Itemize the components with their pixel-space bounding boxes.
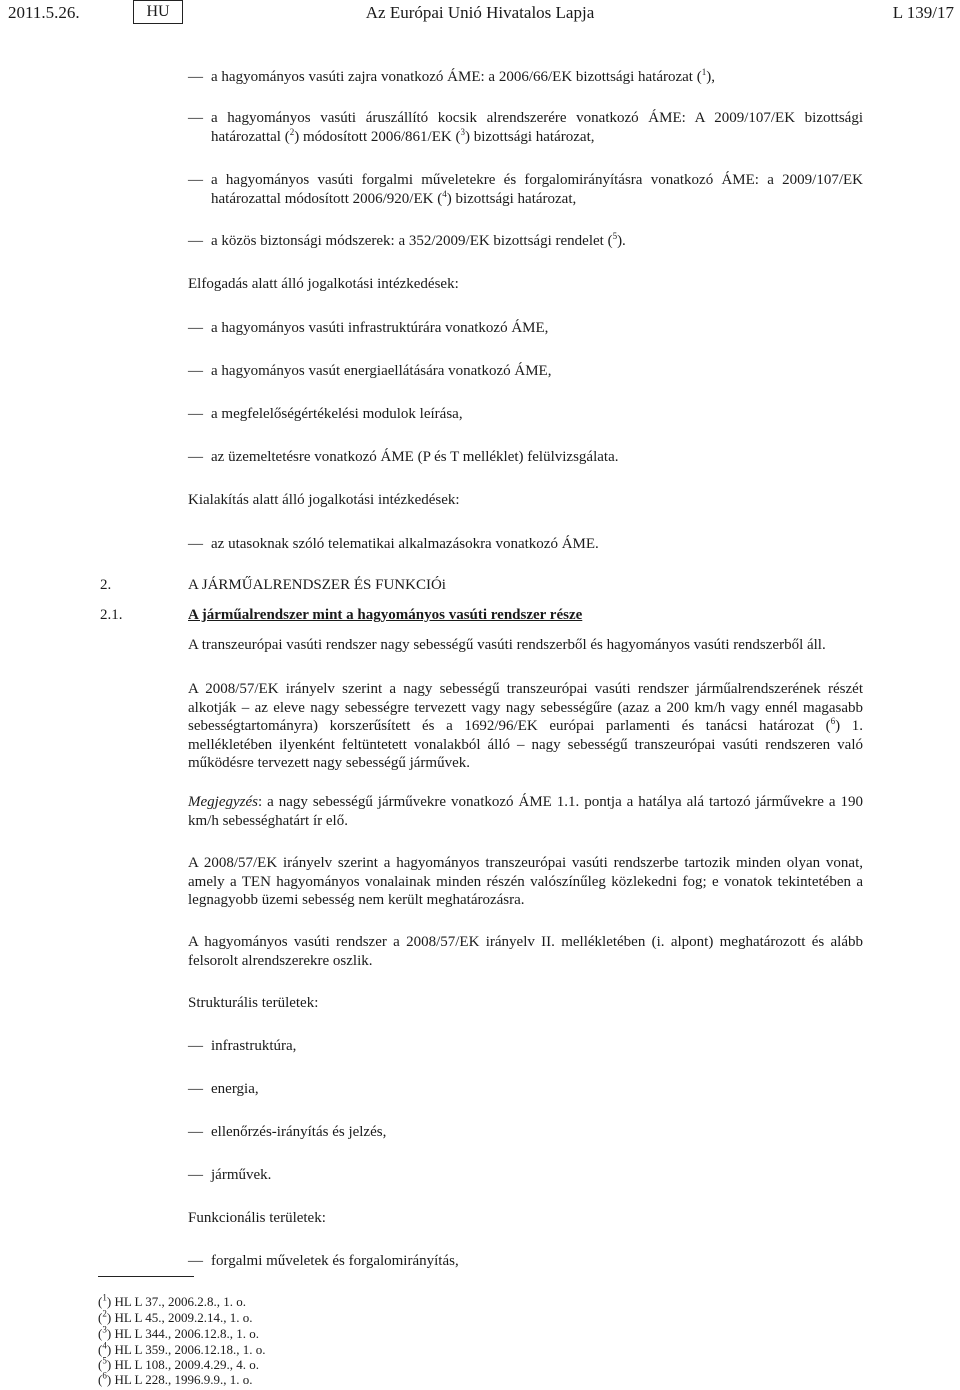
footnote-num: 3 <box>102 1324 107 1335</box>
dash-marker: — <box>188 172 203 188</box>
note-text: : a nagy sebességű járművekre vonatkozó ÁME 1.1. pontja a hatálya alá tartozó járművekre a 190 km/h sebességhatárt ír elő. <box>188 794 863 829</box>
footnote: ($^6$) HL L 228., 1996.9.9., 1. o. <box>98 1370 253 1387</box>
dash-marker: — <box>188 1038 203 1054</box>
dash-marker: — <box>188 1081 203 1097</box>
list-item <box>188 232 863 251</box>
subsection-number: 2.1. <box>100 607 123 623</box>
list-item-text: a hagyományos vasúti áruszállító kocsik alrendszerére vonatkozó ÁME: A 2009/107/EK bizottsági határozattal ( <box>211 110 863 145</box>
list-item-text-tail: ), <box>706 69 715 85</box>
paragraph <box>188 680 863 773</box>
list-item-text: járművek. <box>211 1167 272 1183</box>
footnote-num: 1 <box>102 1292 107 1303</box>
list-item-text: a hagyományos vasúti infrastruktúrára vonatkozó ÁME, <box>211 320 549 336</box>
list-item-text-tail: ) bizottsági határozat, <box>464 128 595 145</box>
dash-marker: — <box>188 1253 203 1269</box>
list-item-text: a hagyományos vasúti zajra vonatkozó ÁME: a 2006/66/EK bizottsági határozat ( <box>211 69 702 85</box>
footnote: ($^1$) HL L 37., 2006.2.8., 1. o. <box>98 1292 246 1309</box>
dash-marker: — <box>188 1167 203 1183</box>
paragraph: A transzeurópai vasúti rendszer nagy sebességű vasúti rendszerből és hagyományos vasúti rendszerből áll. <box>188 637 826 653</box>
footnote-text: HL L 344., 2006.12.8., 1. o. <box>114 1326 259 1341</box>
footnote-num: 2 <box>102 1308 107 1319</box>
list-item <box>188 1252 863 1271</box>
footnote-text: HL L 45., 2009.2.14., 1. o. <box>114 1310 253 1325</box>
footnote-text: HL L 359., 2006.12.18., 1. o. <box>114 1342 266 1357</box>
section-number: 2. <box>100 577 112 593</box>
paragraph: A hagyományos vasúti rendszer a 2008/57/EK irányelv II. mellékletében (i. alpont) meghatározott és alább felsorolt alrendszerekre oszlik. <box>188 934 863 969</box>
subsection-title: A járműalrendszer mint a hagyományos vasúti rendszer része <box>188 607 583 623</box>
list-item-text: energia, <box>211 1081 259 1097</box>
list-item <box>188 362 863 381</box>
list-item <box>188 1037 863 1056</box>
list-item <box>188 171 863 208</box>
footnote-ref: 6 <box>830 716 836 726</box>
dash-marker: — <box>188 406 203 422</box>
subheading-functional: Funkcionális területek: <box>188 1210 326 1226</box>
list-item-text-tail: ) bizottsági határozat, <box>446 190 577 207</box>
list-item-text: a hagyományos vasút energiaellátására vonatkozó ÁME, <box>211 363 552 379</box>
dash-marker: — <box>188 320 203 336</box>
footnote-ref: 4 <box>442 188 447 199</box>
dash-marker: — <box>188 1124 203 1140</box>
journal-title: Az Európai Unió Hivatalos Lapja <box>365 3 595 22</box>
list-item-text-mid: ) módosított 2006/861/EK ( <box>294 128 461 145</box>
list-item <box>188 319 863 338</box>
dash-marker: — <box>188 449 203 465</box>
list-item-text: forgalmi műveletek és forgalomirányítás, <box>211 1253 459 1269</box>
subheading-structural: Strukturális területek: <box>188 995 319 1011</box>
list-item-text: a közös biztonsági módszerek: a 352/2009/EK bizottsági rendelet ( <box>211 233 613 249</box>
page-number: L 139/17 <box>892 3 954 22</box>
dash-marker: — <box>188 233 203 249</box>
language-badge: HU <box>133 0 183 24</box>
footnote-ref: 1 <box>701 67 707 77</box>
footnote: ($^4$) HL L 359., 2006.12.18., 1. o. <box>98 1340 266 1357</box>
footnote-text: HL L 37., 2006.2.8., 1. o. <box>114 1294 246 1309</box>
list-item-text: az utasoknak szóló telematikai alkalmazásokra vonatkozó ÁME. <box>211 536 599 552</box>
footnote-text: HL L 108., 2009.4.29., 4. o. <box>114 1357 259 1372</box>
list-item <box>188 1123 863 1142</box>
paragraph-text: A 2008/57/EK irányelv szerint a nagy sebességű transzeurópai vasúti rendszer járműalrendszerének részét alkotják – az eleve nagy sebességre tervezett vagy nagy sebességűre (azaz a 200 km/h vagy ennél magasabb sebességtartományra) korszerűsített és a 1692/96/EK európai parlamenti és tanácsi határozat ( <box>188 681 863 734</box>
dash-marker: — <box>188 536 203 552</box>
header-date: 2011.5.26. <box>8 3 80 22</box>
list-item <box>188 535 863 554</box>
dash-marker: — <box>188 363 203 379</box>
footnote-ref: 5 <box>612 231 618 241</box>
list-item-text: az üzemeltetésre vonatkozó ÁME (P és T melléklet) felülvizsgálata. <box>211 449 619 465</box>
subheading-development: Kialakítás alatt álló jogalkotási intézkedések: <box>188 492 460 508</box>
dash-marker: — <box>188 110 203 126</box>
section-title: A JÁRMŰALRENDSZER ÉS FUNKCIÓi <box>188 577 446 593</box>
list-item <box>188 1080 863 1099</box>
footnote: ($^3$) HL L 344., 2006.12.8., 1. o. <box>98 1324 259 1341</box>
footnote-text: HL L 228., 1996.9.9., 1. o. <box>114 1372 253 1387</box>
list-item-text: a hagyományos vasúti forgalmi műveletekre és forgalomirányításra vonatkozó ÁME: a 2009/107/EK határozattal módosított 2006/920/EK ( <box>211 172 863 207</box>
dash-marker: — <box>188 69 203 85</box>
footnote: ($^5$) HL L 108., 2009.4.29., 4. o. <box>98 1355 259 1372</box>
list-item <box>188 448 863 467</box>
list-item-text: ellenőrzés-irányítás és jelzés, <box>211 1124 387 1140</box>
list-item <box>188 109 863 146</box>
footnote-num: 5 <box>102 1355 107 1366</box>
list-item <box>188 68 863 87</box>
footnote: ($^2$) HL L 45., 2009.2.14., 1. o. <box>98 1308 253 1325</box>
footnote-num: 6 <box>102 1370 107 1381</box>
list-item <box>188 1166 863 1185</box>
footnote-ref: 3 <box>460 126 465 137</box>
footnote-separator <box>98 1276 194 1277</box>
footnote-ref: 2 <box>289 126 295 137</box>
footnote-num: 4 <box>102 1340 107 1351</box>
paragraph: A 2008/57/EK irányelv szerint a hagyományos transzeurópai vasúti rendszerbe tartozik minden olyan vonat, amely a TEN hagyományos vonalainak minden részén valószínűleg közlekedni fog; e vonatok tekintetében a legnagyobb üzemi sebesség nem került meghatározásra. <box>188 855 863 908</box>
list-item-text: infrastruktúra, <box>211 1038 297 1054</box>
list-item-text: a megfelelőségértékelési modulok leírása, <box>211 406 463 422</box>
list-item <box>188 405 863 424</box>
note-paragraph <box>188 793 863 830</box>
list-item-text-tail: ). <box>617 233 626 249</box>
subheading-adoption: Elfogadás alatt álló jogalkotási intézkedések: <box>188 276 459 292</box>
paragraph-text-tail: ) 1. mellékletében ilyenként feltüntetett vonalakból álló – nagy sebességű transzeurópai vasúti rendszeren való működésre tervezett nagy sebességű járművek. <box>188 718 864 771</box>
note-label: Megjegyzés <box>188 794 258 810</box>
